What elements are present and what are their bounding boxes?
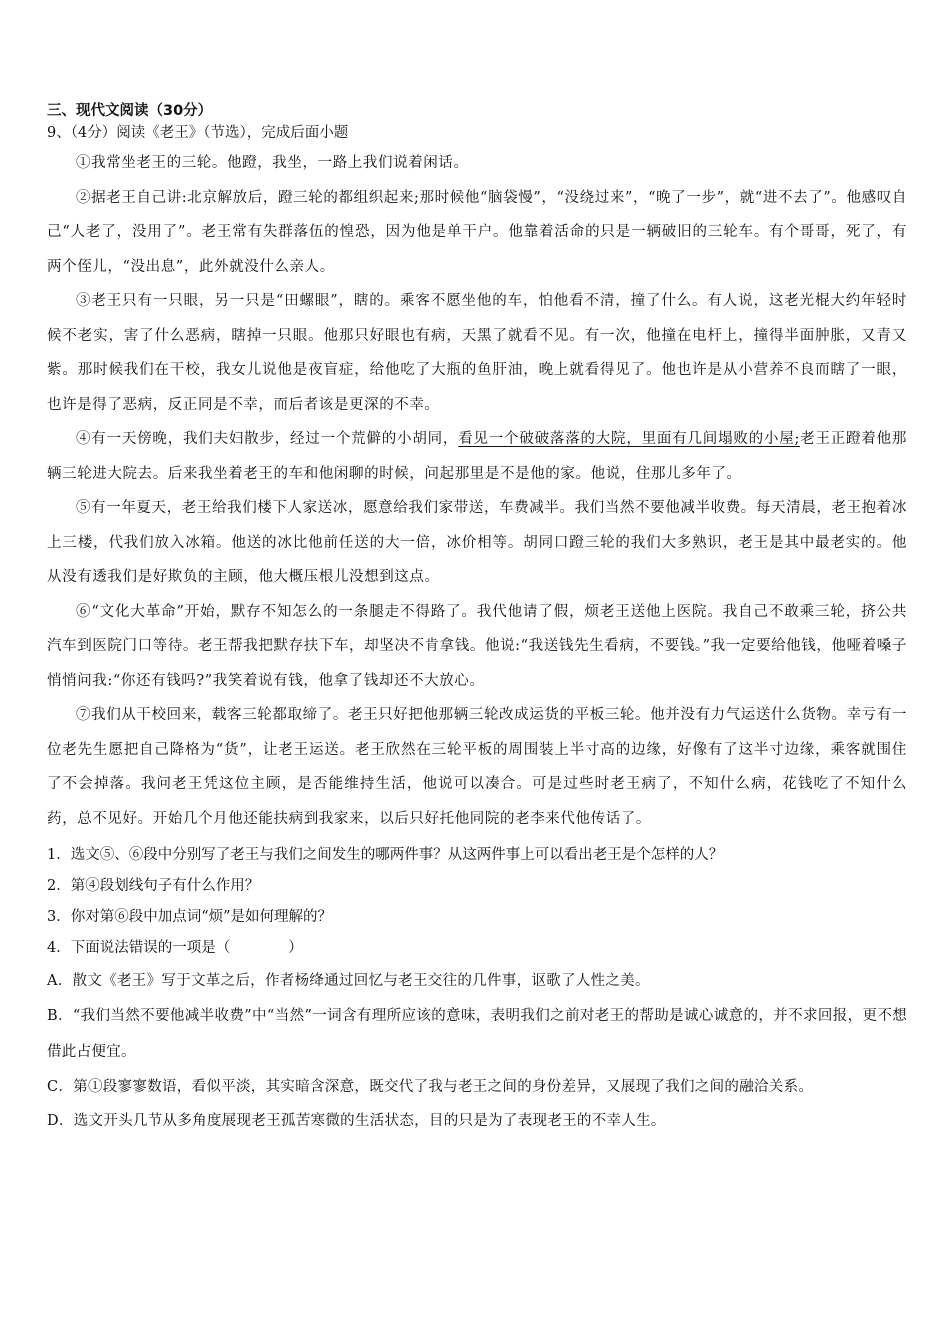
- sub-question-4: 4．下面说法错误的一项是（ ）: [47, 940, 303, 956]
- sub-questions: [47, 840, 907, 1138]
- option-b: B．“我们当然不要他减半收费”中“当然”一词含有理所应该的意味，表明我们之前对老王的帮助是诚心诚意的，并不求回报，更不想借此占便宜。: [47, 1008, 907, 1060]
- passage-paragraph-6: ⑥“文化大革命”开始，默存不知怎么的一条腿走不得路了。我代他请了假，烦老王送他上医院。我自己不敢乘三轮，挤公共汽车到医院门口等待。老王帮我把默存扶下车，却坚决不肯拿钱。他说:“我送钱先生看病，不要钱。”我一定要给他钱，他哑着嗓子悄悄问我:“你还有钱吗?”我笑着说有钱，他拿了钱却还不大放心。: [47, 603, 907, 689]
- document-page: [47, 100, 907, 1138]
- sub-question-1: 1．选文⑤、⑥段中分别写了老王与我们之间发生的哪两件事？从这两件事上可以看出老王是个怎样的人？: [47, 847, 724, 863]
- passage-paragraph-2: ②据老王自己讲:北京解放后，蹬三轮的都组织起来;那时候他“脑袋慢”，“没绕过来”，“晚了一步”，就“进不去了”。他感叹自己“人老了，没用了”。老王常有失群落伍的惶恐，因为他是单干户。他靠着活命的只是一辆破旧的三轮车。有个哥哥，死了，有两个侄儿，“没出息”，此外就没什么亲人。: [47, 189, 907, 275]
- option-c: C．第①段寥寥数语，看似平淡，其实暗含深意，既交代了我与老王之间的身份差异，又展现了我们之间的融洽关系。: [47, 1079, 814, 1095]
- question-9-heading: 9、（4分）阅读《老王》（节选），完成后面小题: [47, 125, 349, 141]
- sub-question-3: 3．你对第⑥段中加点词“烦”是如何理解的？: [47, 909, 333, 925]
- passage-paragraph-7: ⑦我们从干校回来，载客三轮都取缔了。老王只好把他那辆三轮改成运货的平板三轮。他并没有力气运送什么货物。幸亏有一位老先生愿把自己降格为“货”，让老王运送。老王欣然在三轮平板的周围装上半寸高的边缘，好像有了这半寸边缘，乘客就围住了不会掉落。我问老王凭这位主顾，是否能维持生活，他说可以凑合。可是过些时老王病了，不知什么病，花钱吃了不知什么药，总不见好。开始几个月他还能扶病到我家来，以后只好托他同院的老李来代他传话了。: [47, 707, 907, 827]
- option-d: D．选文开头几节从多角度展现老王孤苦寒微的生活状态，目的只是为了表现老王的不幸人生。: [47, 1113, 666, 1129]
- section-title: 三、现代文阅读（30分）: [47, 103, 213, 119]
- passage-paragraph-3: ③老王只有一只眼，另一只是“田螺眼”，瞎的。乘客不愿坐他的车，怕他看不清，撞了什么。有人说，这老光棍大约年轻时候不老实，害了什么恶病，瞎掉一只眼。他那只好眼也有病，天黑了就看不见。有一次，他撞在电杆上，撞得半面肿胀，又青又紫。那时候我们在干校，我女儿说他是夜盲症，给他吃了大瓶的鱼肝油，晚上就看得见了。他也许是从小营养不良而瞎了一眼，也许是得了恶病，反正同是不幸，而后者该是更深的不幸。: [47, 293, 907, 413]
- underlined-sentence: 看见一个破破落落的大院，里面有几间塌败的小屋;: [458, 431, 800, 447]
- option-a: A．散文《老王》写于文革之后，作者杨绛通过回忆与老王交往的几件事，讴歌了人性之美。: [47, 973, 650, 989]
- passage-paragraph-4: [47, 422, 907, 491]
- sub-question-2: 2．第④段划线句子有什么作用？: [47, 878, 260, 894]
- passage-paragraph-5: ⑤有一年夏天，老王给我们楼下人家送冰，愿意给我们家带送，车费减半。我们当然不要他减半收费。每天清晨，老王抱着冰上三楼，代我们放入冰箱。他送的冰比他前任送的大一倍，冰价相等。胡同口蹬三轮的我们大多熟识，老王是其中最老实的。他从没有透我们是好欺负的主顾，他大概压根儿没想到这点。: [47, 500, 907, 585]
- reading-passage: [47, 146, 907, 836]
- paragraph-4-lead: ④有一天傍晚，我们夫妇散步，经过一个荒僻的小胡同，: [76, 431, 459, 447]
- passage-paragraph-1: ①我常坐老王的三轮。他蹬，我坐，一路上我们说着闲话。: [76, 155, 469, 171]
- paragraph-4-rest: 老王正蹬着他那辆三轮进大院去。后来我坐着老王的车和他闲聊的时候，问起那里是不是他的家。他说，住那儿多年了。: [47, 431, 908, 482]
